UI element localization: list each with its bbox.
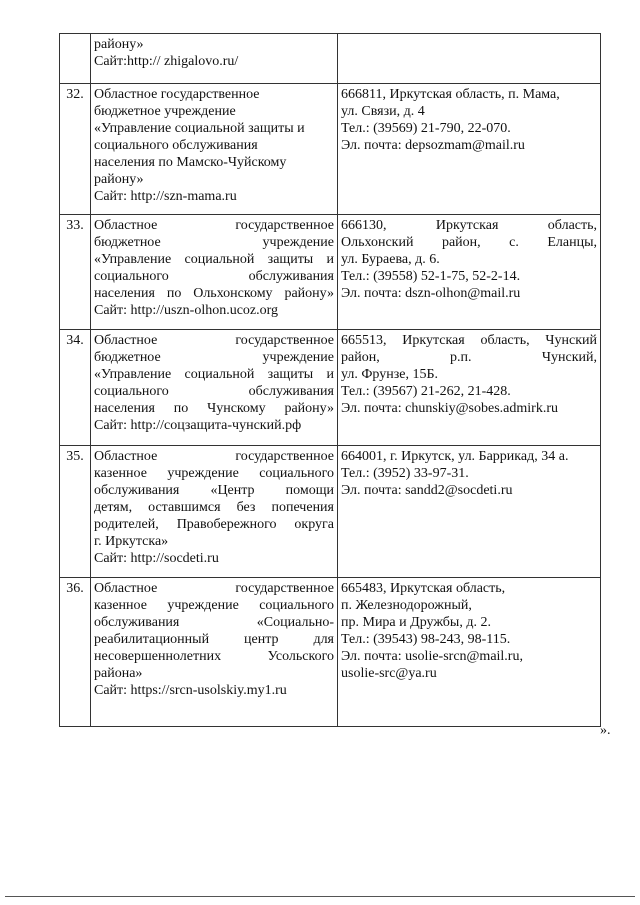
contact-cell (338, 215, 601, 330)
institution-name-cell (91, 446, 338, 578)
table-row (60, 446, 601, 578)
table-row (60, 84, 601, 215)
contact-cell (338, 330, 601, 446)
contact-cell (338, 84, 601, 215)
contact-line: Тел.: (39558) 52-1-75, 52-2-14. (341, 269, 521, 284)
institution-name-line: населения по Ольхонскому району» (94, 286, 334, 301)
institution-name-line: г. Иркутска» (94, 534, 169, 549)
institution-name-line: Областное государственное (94, 581, 334, 596)
institution-name-line: Сайт: http://uszn-olhon.ucoz.org (94, 303, 279, 318)
institution-name-line: району» (94, 37, 144, 52)
institution-name-line: казенное учреждение социального (94, 598, 334, 613)
institution-name-line: Сайт: http://соцзащита-чунский.рф (94, 418, 302, 433)
contact-line: ул. Фрунзе, 15Б. (341, 367, 439, 382)
contact-line: Эл. почта: depsozmam@mail.ru (341, 138, 525, 153)
contact-line: usolie-src@ya.ru (341, 666, 437, 681)
contact-line: Тел.: (39543) 98-243, 98-115. (341, 632, 511, 647)
institution-name-line: детям, оставшимся без попечения (94, 500, 334, 515)
contact-line: Тел.: (3952) 33-97-31. (341, 466, 469, 481)
institution-name-cell (91, 34, 338, 84)
institution-name-line: несовершеннолетних Усольского (94, 649, 334, 664)
row-number: 35. (60, 446, 91, 578)
institution-name-line: Областное государственное (94, 87, 260, 102)
institution-name-line: бюджетное учреждение (94, 104, 236, 119)
institutions-table (59, 33, 601, 727)
institution-name-line: району» (94, 172, 144, 187)
contact-cell (338, 34, 601, 84)
contact-line: ул. Бураева, д. 6. (341, 252, 440, 267)
institution-name-line: «Управление социальной защиты и (94, 121, 305, 136)
contact-line: 666811, Иркутская область, п. Мама, (341, 87, 560, 102)
institution-name-cell (91, 84, 338, 215)
institution-name-line: бюджетное учреждение (94, 235, 334, 250)
contact-line: п. Железнодорожный, (341, 598, 472, 613)
institution-name-cell (91, 578, 338, 727)
contact-cell (338, 446, 601, 578)
institution-name-line: «Управление социальной защиты и (94, 252, 334, 267)
table-row (60, 330, 601, 446)
institution-name-line: родителей, Правобережного округа (94, 517, 334, 532)
contact-line: 665513, Иркутская область, Чунский (341, 333, 597, 348)
contact-line: пр. Мира и Дружбы, д. 2. (341, 615, 491, 630)
institution-name-line: Сайт: http://szn-mama.ru (94, 189, 237, 204)
institution-name-line: Областное государственное (94, 449, 334, 464)
contact-line: район, р.п. Чунский, (341, 350, 597, 365)
institution-name-line: Областное государственное (94, 333, 334, 348)
institution-name-line: реабилитационный центр для (94, 632, 334, 647)
table-body (60, 34, 601, 727)
contact-cell (338, 578, 601, 727)
institution-name-line: социального обслуживания (94, 138, 258, 153)
row-number: 34. (60, 330, 91, 446)
closing-quote-mark: ». (600, 723, 611, 738)
institution-name-line: Сайт: http://socdeti.ru (94, 551, 219, 566)
institution-name-line: населения по Чунскому району» (94, 401, 334, 416)
contact-line: ул. Связи, д. 4 (341, 104, 425, 119)
institution-name-line: социального обслуживания (94, 384, 334, 399)
contact-line: 664001, г. Иркутск, ул. Баррикад, 34 а. (341, 449, 569, 464)
institution-name-line: населения по Мамско-Чуйскому (94, 155, 287, 170)
contact-line: Эл. почта: usolie-srcn@mail.ru, (341, 649, 523, 664)
row-number: 32. (60, 84, 91, 215)
table-row (60, 34, 601, 84)
contact-line: Ольхонский район, с. Еланцы, (341, 235, 597, 250)
institution-name-line: социального обслуживания (94, 269, 334, 284)
institution-name-line: района» (94, 666, 143, 681)
institution-name-line: Сайт:http:// zhigalovo.ru/ (94, 54, 239, 69)
institution-name-cell (91, 330, 338, 446)
institution-name-line: обслуживания «Социально- (94, 615, 334, 630)
institution-name-line: бюджетное учреждение (94, 350, 334, 365)
institution-name-line: Областное государственное (94, 218, 334, 233)
row-number: 36. (60, 578, 91, 727)
contact-line: Эл. почта: sandd2@socdeti.ru (341, 483, 513, 498)
row-number (60, 34, 91, 84)
institution-name-cell (91, 215, 338, 330)
institution-name-line: обслуживания «Центр помощи (94, 483, 334, 498)
contact-line: Эл. почта: dszn-olhon@mail.ru (341, 286, 521, 301)
institution-name-line: «Управление социальной защиты и (94, 367, 334, 382)
institution-name-line: Сайт: https://srcn-usolskiy.my1.ru (94, 683, 287, 698)
contact-line: Тел.: (39567) 21-262, 21-428. (341, 384, 511, 399)
row-number: 33. (60, 215, 91, 330)
institution-name-line: казенное учреждение социального (94, 466, 334, 481)
table-row (60, 578, 601, 727)
contact-line: Эл. почта: chunskiy@sobes.admirk.ru (341, 401, 558, 416)
contact-line: 666130, Иркутская область, (341, 218, 597, 233)
contact-line: Тел.: (39569) 21-790, 22-070. (341, 121, 511, 136)
page-bottom-rule (5, 896, 635, 897)
contact-line: 665483, Иркутская область, (341, 581, 506, 596)
table-row (60, 215, 601, 330)
